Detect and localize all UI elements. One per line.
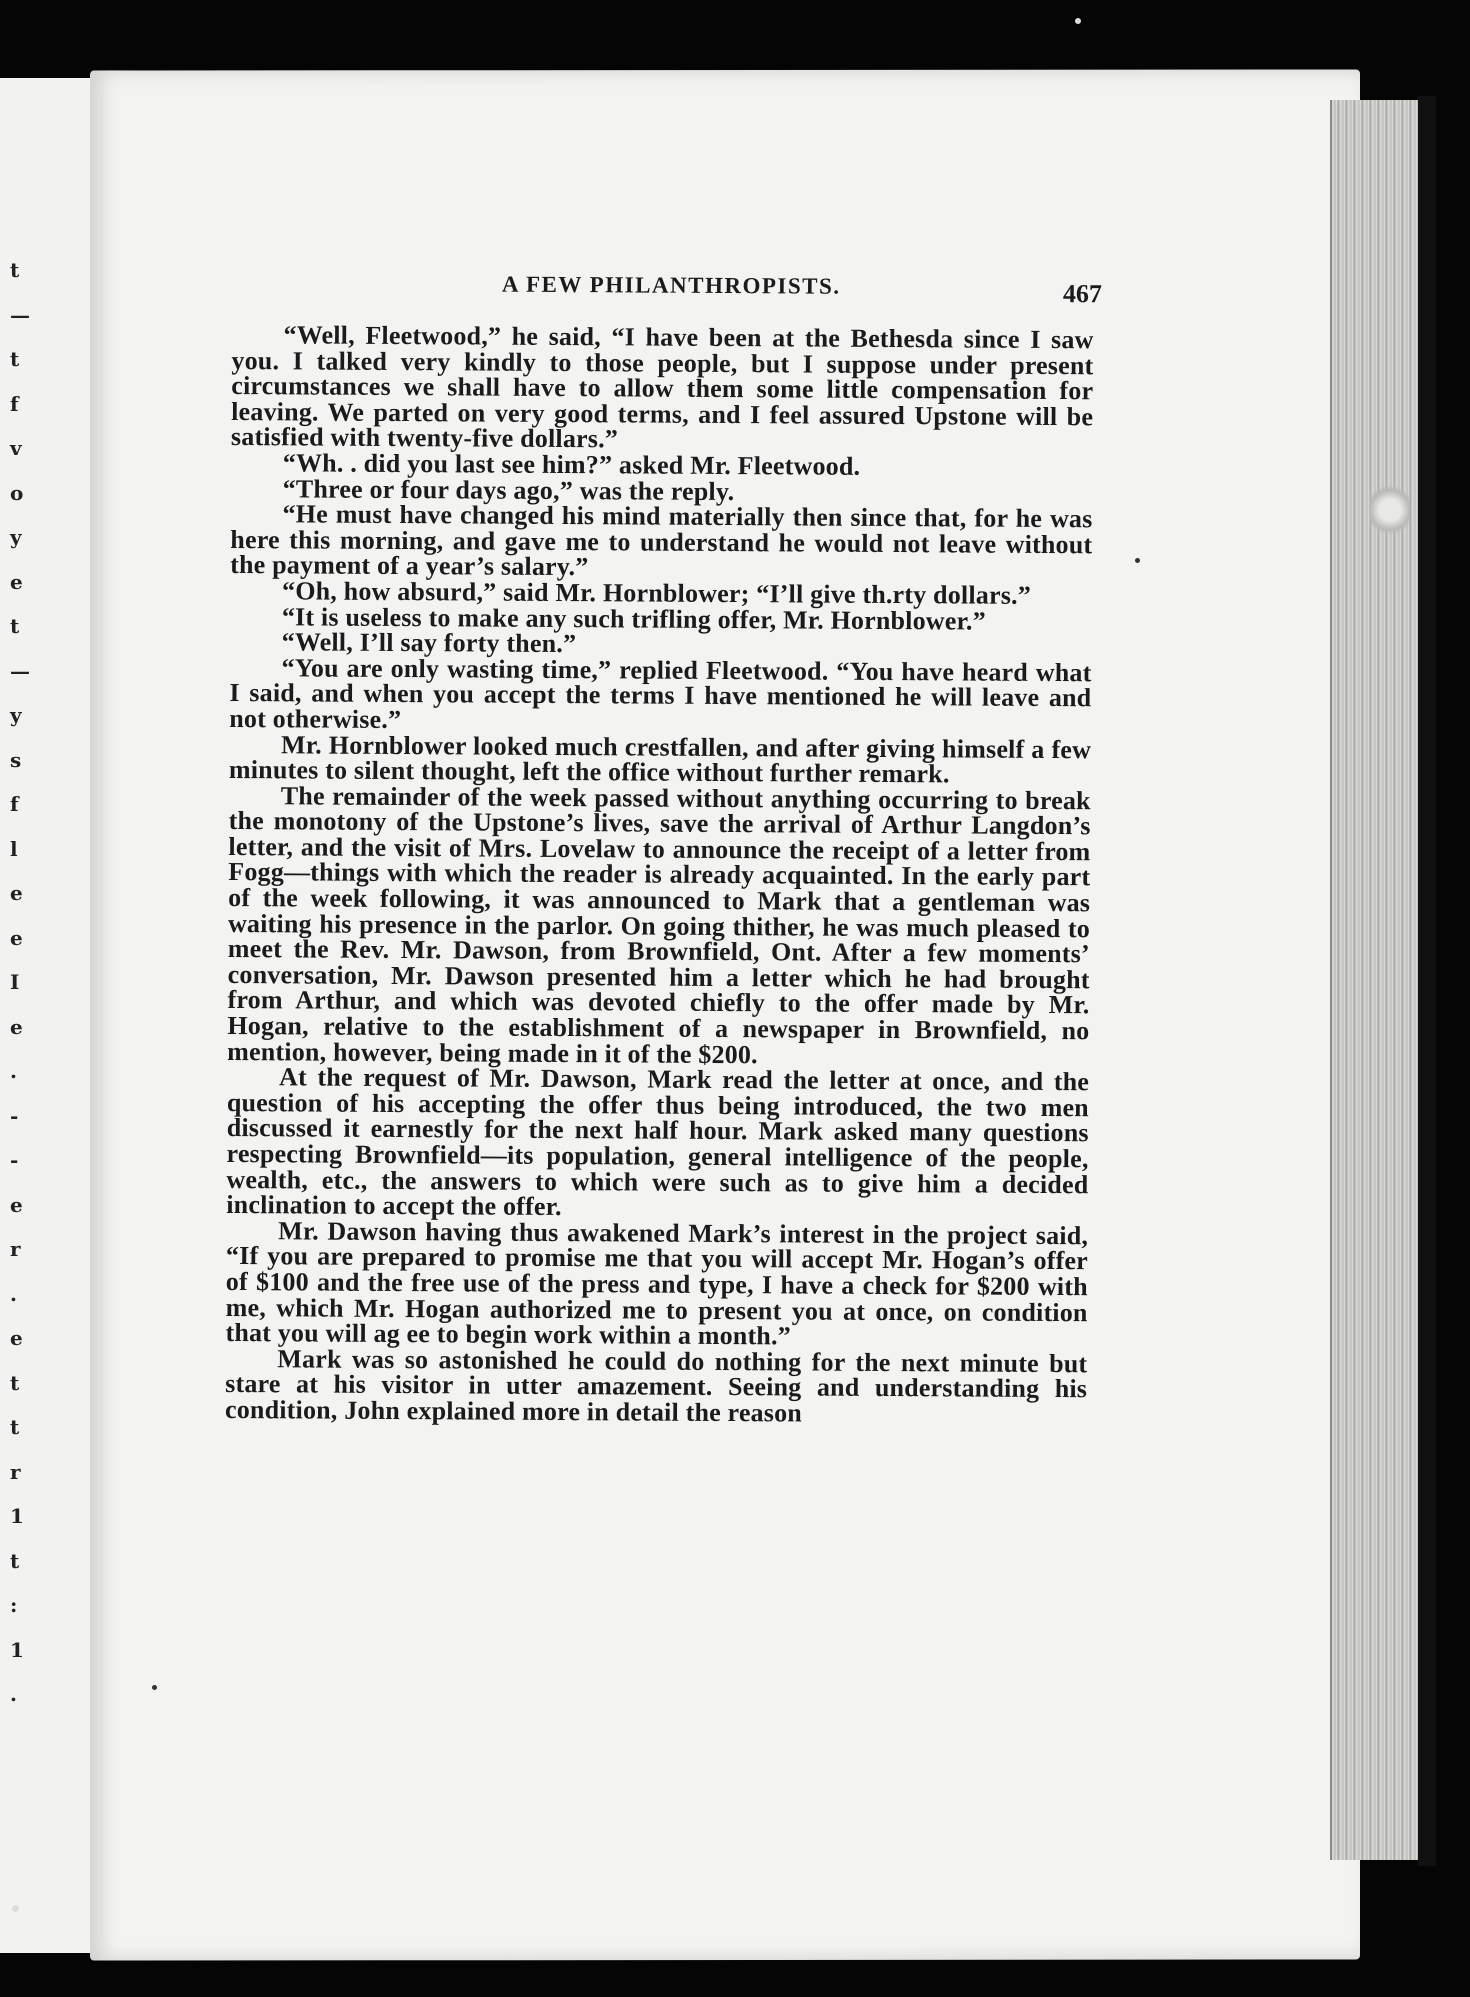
left-page-fragment: - bbox=[10, 1103, 19, 1128]
paragraph: “Oh, how absurd,” said Mr. Hornblower; “I’ll give th.rty dollars.” bbox=[281, 576, 1032, 610]
left-page-fragment: o bbox=[10, 480, 24, 505]
dust-speck bbox=[152, 1685, 157, 1690]
left-page-fragment: f bbox=[10, 391, 19, 416]
left-page-fragment: e bbox=[10, 569, 23, 594]
left-page-fragment: l bbox=[10, 836, 18, 861]
left-page-fragment: t bbox=[10, 1370, 20, 1395]
left-page-fragment: t bbox=[10, 347, 20, 371]
left-page-fragment: t bbox=[10, 614, 20, 638]
page-stack-edge bbox=[1330, 100, 1422, 1860]
left-page-fragment: - bbox=[10, 1148, 19, 1172]
left-page-fragment: s bbox=[10, 747, 22, 772]
left-page-fragment: y bbox=[10, 525, 22, 549]
left-page-fragment: e bbox=[10, 1014, 23, 1039]
left-page-fragment: — bbox=[10, 302, 30, 327]
paragraph: Mr. Hornblower looked much crestfallen, and after giving himself a few minutes to silent thought, left the office without further remark. bbox=[228, 729, 1092, 789]
page-text-block bbox=[224, 270, 1102, 1428]
left-page-fragment: e bbox=[10, 1192, 23, 1217]
left-page-fragment: v bbox=[10, 436, 22, 460]
paragraph: “Wh. . did you last see him?” asked Mr. Fleetwood. bbox=[282, 448, 861, 481]
left-page-fragment: 1 bbox=[10, 1637, 24, 1662]
left-page-fragment: . bbox=[10, 1682, 17, 1706]
running-title: A FEW PHILANTHROPISTS. bbox=[501, 271, 841, 299]
left-page-fragment: y bbox=[10, 703, 22, 727]
running-head bbox=[232, 270, 1102, 323]
paragraph: Mark was so astonished he could do nothing for the next minute but stare at his visitor in utter amazement. Seeing and understanding his condition, John explained more in detail the reason bbox=[224, 1344, 1088, 1428]
paragraph: “It is useless to make any such trifling offer, Mr. Hornblower.” bbox=[281, 601, 986, 636]
page-number: 467 bbox=[1062, 279, 1102, 309]
left-page-fragment: r bbox=[10, 1459, 21, 1484]
paragraph: At the request of Mr. Dawson, Mark read the letter at once, and the question of his accepting the offer thus being introduced, the two men discussed it earnestly for the next half hour. Mark asked many questions respecting Brownfield—its population, general intelligence of the people, wealth, etc., the answers to which were such as to give him a decided inclination to accept the offer. bbox=[226, 1062, 1090, 1222]
left-page-fragment: : bbox=[10, 1593, 18, 1617]
left-page-fragment: e bbox=[10, 925, 23, 950]
left-page-fragment: t bbox=[10, 1548, 20, 1573]
left-page-fragment: . bbox=[10, 1281, 17, 1306]
paragraph: “He must have changed his mind materially then since that, for he was here this morning, and gave me to understand he would not leave without the payment of a year’s salary.” bbox=[230, 499, 1093, 582]
left-page-fragment: e bbox=[10, 1326, 23, 1350]
left-page-fragment: t bbox=[10, 258, 20, 282]
paper-blemish bbox=[1370, 480, 1410, 540]
dust-speck bbox=[1135, 558, 1140, 563]
paragraph: “Well, Fleetwood,” he said, “I have been at the Bethesda since I saw you. I talked very kindly to those people, but I suppose under present circumstances we shall have to allow them some little compensation for leaving. We parted on very good terms, and I feel assured Upstone will be satisfied with twenty-five dollars.” bbox=[230, 320, 1094, 454]
left-page-fragment: . bbox=[10, 1059, 17, 1083]
paragraph: “Well, I’ll say forty then.” bbox=[281, 627, 577, 659]
paragraph: The remainder of the week passed without anything occurring to break the monotony of the Upstone’s lives, save the arrival of Arthur Langdon’s letter, and the visit of Mrs. Lovelaw to announce the receipt of a letter from Fogg—things with which the reader is already acquainted. In the early part of the week following, it was announced to Mark that a gentleman was waiting his presence in the parlor. On going thither, he was much pleased to meet the Rev. Mr. Dawson, from Brownfield, Ont. After a few moments’ conversation, Mr. Dawson presented him a letter which he had brought from Arthur, and which was devoted chiefly to the offer made by Mr. Hogan, relative to the establishment of a newspaper in Brownfield, no mention, however, being made in it of the $200. bbox=[227, 780, 1091, 1069]
left-page-fragment: 1 bbox=[10, 1504, 24, 1528]
paragraph: “Three or four days ago,” was the reply. bbox=[282, 473, 735, 506]
dust-speck bbox=[12, 1905, 19, 1912]
left-page-fragment: f bbox=[10, 792, 19, 816]
paragraph: Mr. Dawson having thus awakened Mark’s interest in the project said, “If you are prepared to promise me that you will accept Mr. Hogan’s offer of $100 and the free use of the press and type, I have a check for $200 with me, which Mr. Hogan authorized me to present you at once, on condition that you will ag ee to begin work within a month.” bbox=[225, 1216, 1089, 1351]
cover-edge bbox=[1418, 96, 1436, 1866]
left-page-fragment: I bbox=[10, 970, 20, 994]
left-page-fragment: e bbox=[10, 881, 23, 905]
left-page-fragment: t bbox=[10, 1415, 20, 1439]
dust-speck bbox=[1075, 18, 1081, 24]
left-page-fragment: r bbox=[10, 1237, 21, 1261]
left-page-fragment: — bbox=[10, 658, 30, 683]
left-facing-page-edge bbox=[0, 78, 101, 1953]
paragraph: “You are only wasting time,” replied Fleetwood. “You have heard what I said, and when you accept the terms I have mentioned he will leave and not otherwise.” bbox=[229, 653, 1092, 734]
